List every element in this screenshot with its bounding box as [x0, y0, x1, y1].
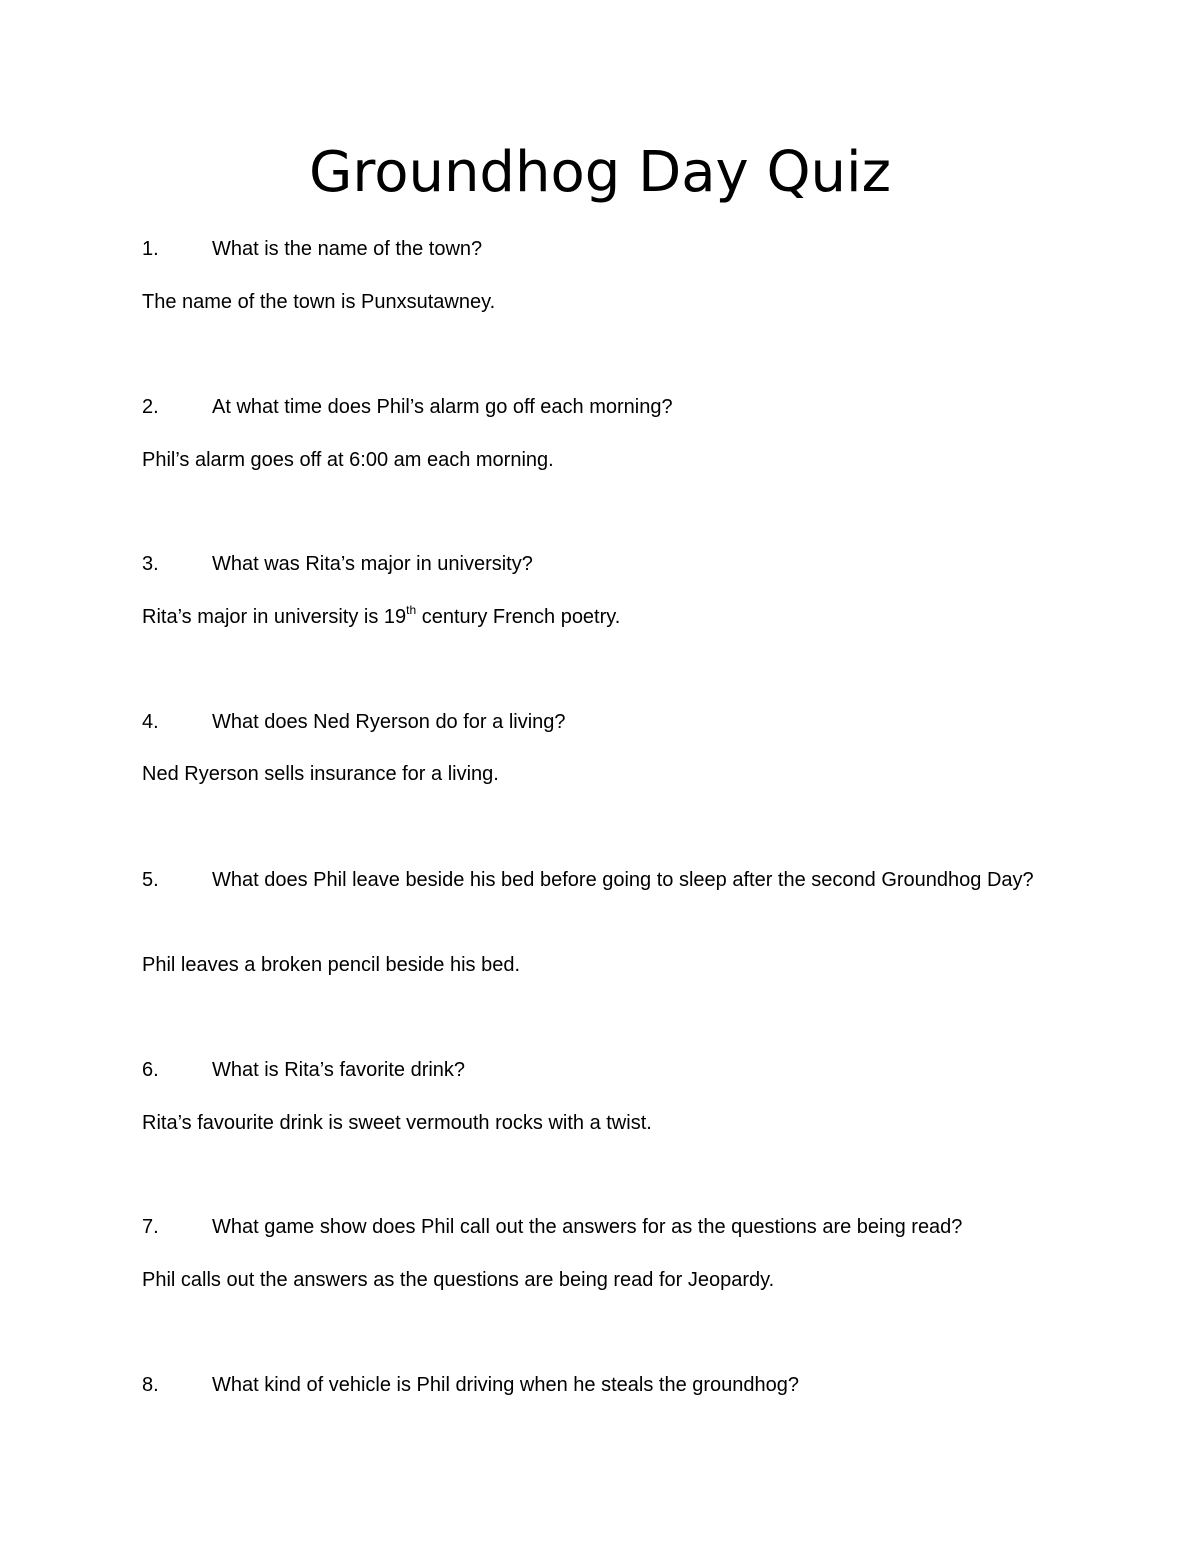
answer-4: Ned Ryerson sells insurance for a living.: [142, 763, 499, 785]
question-2: [142, 391, 1042, 424]
question-text: At what time does Phil’s alarm go off each morning?: [212, 396, 673, 418]
question-text: What kind of vehicle is Phil driving when he steals the groundhog?: [212, 1374, 800, 1396]
page-title: Groundhog Day Quiz: [309, 140, 891, 205]
question-number: 7.: [142, 1216, 159, 1238]
ordinal-superscript: th: [406, 603, 417, 617]
answer-text: Rita’s major in university is 19: [142, 606, 407, 628]
answer-3: [142, 601, 1042, 634]
question-3: [142, 548, 1042, 581]
question-number: 3.: [142, 553, 159, 575]
question-7: [142, 1211, 1042, 1244]
question-text: What does Ned Ryerson do for a living?: [212, 711, 566, 733]
question-4: [142, 706, 1042, 739]
question-number: 5.: [142, 869, 159, 891]
question-text: What does Phil leave beside his bed before going to sleep after the second Groundhog Day?: [212, 869, 1034, 891]
question-text: What was Rita’s major in university?: [212, 553, 533, 575]
question-text: What game show does Phil call out the answers for as the questions are being read?: [212, 1216, 963, 1238]
question-number: 4.: [142, 711, 159, 733]
question-number: 2.: [142, 396, 159, 418]
question-number: 1.: [142, 238, 159, 260]
question-1: [142, 233, 1042, 266]
question-8: [142, 1369, 1042, 1402]
question-text: What is Rita’s favorite drink?: [212, 1059, 466, 1081]
answer-5: Phil leaves a broken pencil beside his bed.: [142, 954, 521, 976]
question-text: What is the name of the town?: [212, 238, 483, 260]
question-6: [142, 1054, 1042, 1087]
answer-7: Phil calls out the answers as the questions are being read for Jeopardy.: [142, 1269, 775, 1291]
answer-6: Rita’s favourite drink is sweet vermouth rocks with a twist.: [142, 1112, 652, 1134]
question-number: 6.: [142, 1059, 159, 1081]
answer-2: Phil’s alarm goes off at 6:00 am each morning.: [142, 449, 554, 471]
question-number: 8.: [142, 1374, 159, 1396]
answer-1: The name of the town is Punxsutawney.: [142, 291, 496, 313]
answer-text-continued: century French poetry.: [416, 606, 621, 628]
question-5: [142, 864, 1042, 897]
